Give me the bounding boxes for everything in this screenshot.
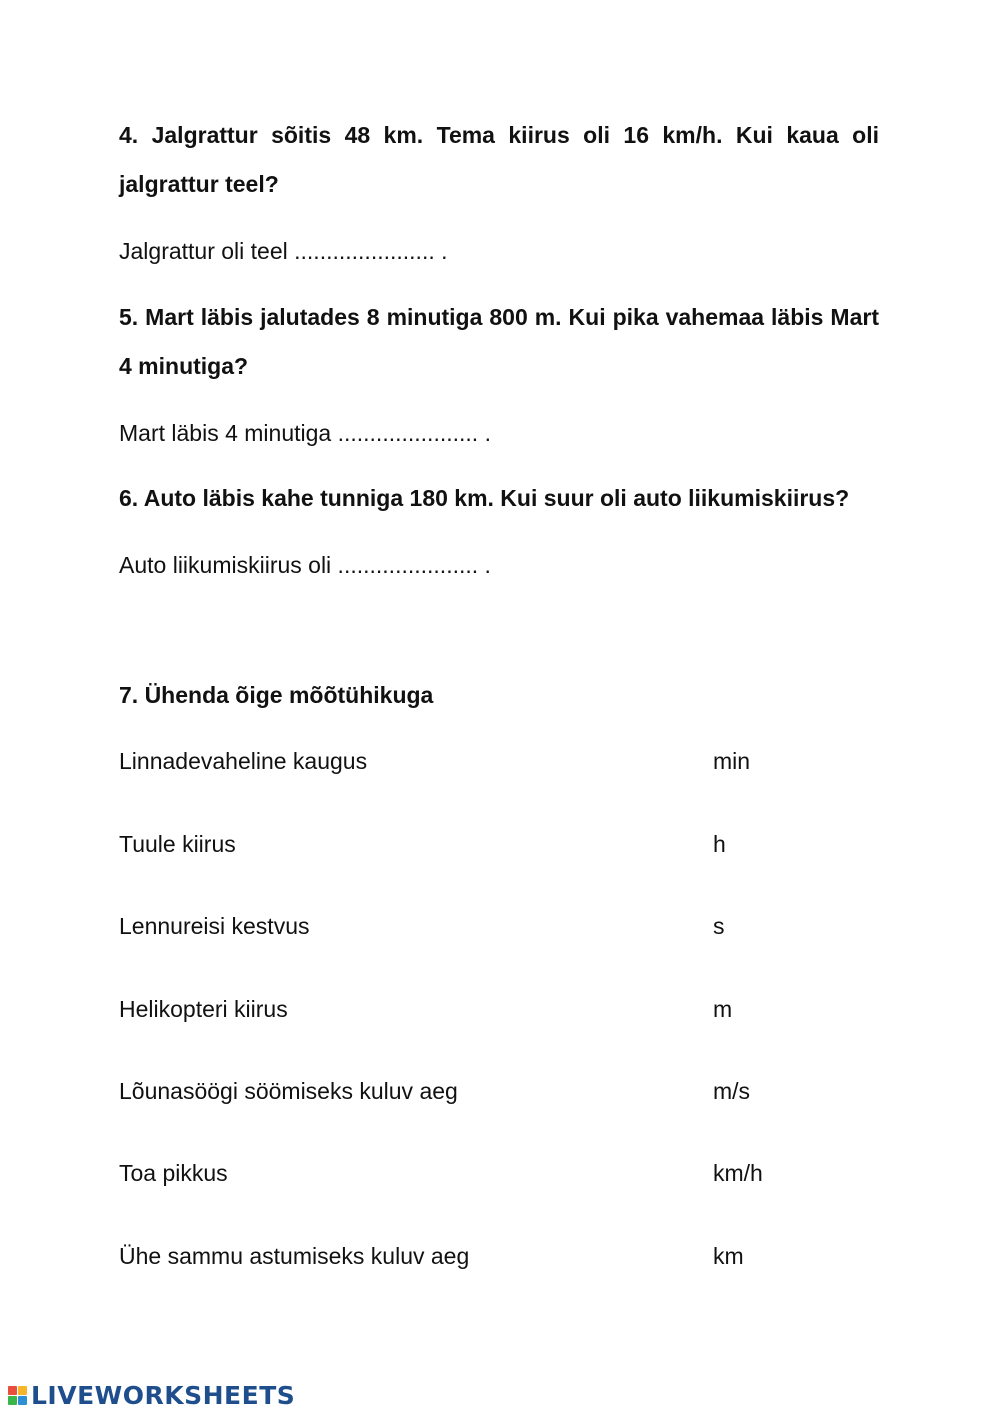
matching-unit: m bbox=[713, 996, 733, 1022]
matching-label: Toa pikkus bbox=[119, 1160, 228, 1186]
matching-title: 7. Ühenda õige mõõtühikuga bbox=[119, 682, 434, 708]
matching-label: Ühe sammu astumiseks kuluv aeg bbox=[119, 1243, 470, 1269]
answer-5: Mart läbis 4 minutiga ...................... . bbox=[119, 420, 491, 446]
logo-text: LIVEWORKSHEETS bbox=[31, 1380, 296, 1410]
logo-square-blue bbox=[18, 1396, 27, 1405]
liveworksheets-logo-icon bbox=[8, 1386, 27, 1405]
logo-square-yellow bbox=[18, 1386, 27, 1395]
matching-label: Helikopteri kiirus bbox=[119, 996, 288, 1022]
answer-4: Jalgrattur oli teel ...................... . bbox=[119, 238, 448, 264]
logo-square-green bbox=[8, 1396, 17, 1405]
matching-label: Lõunasöögi söömiseks kuluv aeg bbox=[119, 1078, 458, 1104]
matching-unit: s bbox=[713, 913, 725, 939]
logo-square-red bbox=[8, 1386, 17, 1395]
question-6: 6. Auto läbis kahe tunniga 180 km. Kui suur oli auto liikumiskiirus? bbox=[119, 485, 850, 511]
matching-unit: h bbox=[713, 831, 726, 857]
answer-6: Auto liikumiskiirus oli ...................... . bbox=[119, 552, 491, 578]
liveworksheets-logo[interactable] bbox=[8, 1380, 295, 1410]
matching-unit: km/h bbox=[713, 1160, 763, 1186]
matching-label: Tuule kiirus bbox=[119, 831, 236, 857]
question-5: 5. Mart läbis jalutades 8 minutiga 800 m. Kui pika vahemaa läbis Mart 4 minutiga? bbox=[119, 304, 879, 379]
question-4: 4. Jalgrattur sõitis 48 km. Tema kiirus oli 16 km/h. Kui kaua oli jalgrattur teel? bbox=[119, 122, 879, 197]
matching-unit: km bbox=[713, 1243, 744, 1269]
matching-unit: min bbox=[713, 748, 751, 774]
matching-label: Linnadevaheline kaugus bbox=[119, 748, 368, 774]
matching-label: Lennureisi kestvus bbox=[119, 913, 310, 939]
matching-unit: m/s bbox=[713, 1078, 751, 1104]
